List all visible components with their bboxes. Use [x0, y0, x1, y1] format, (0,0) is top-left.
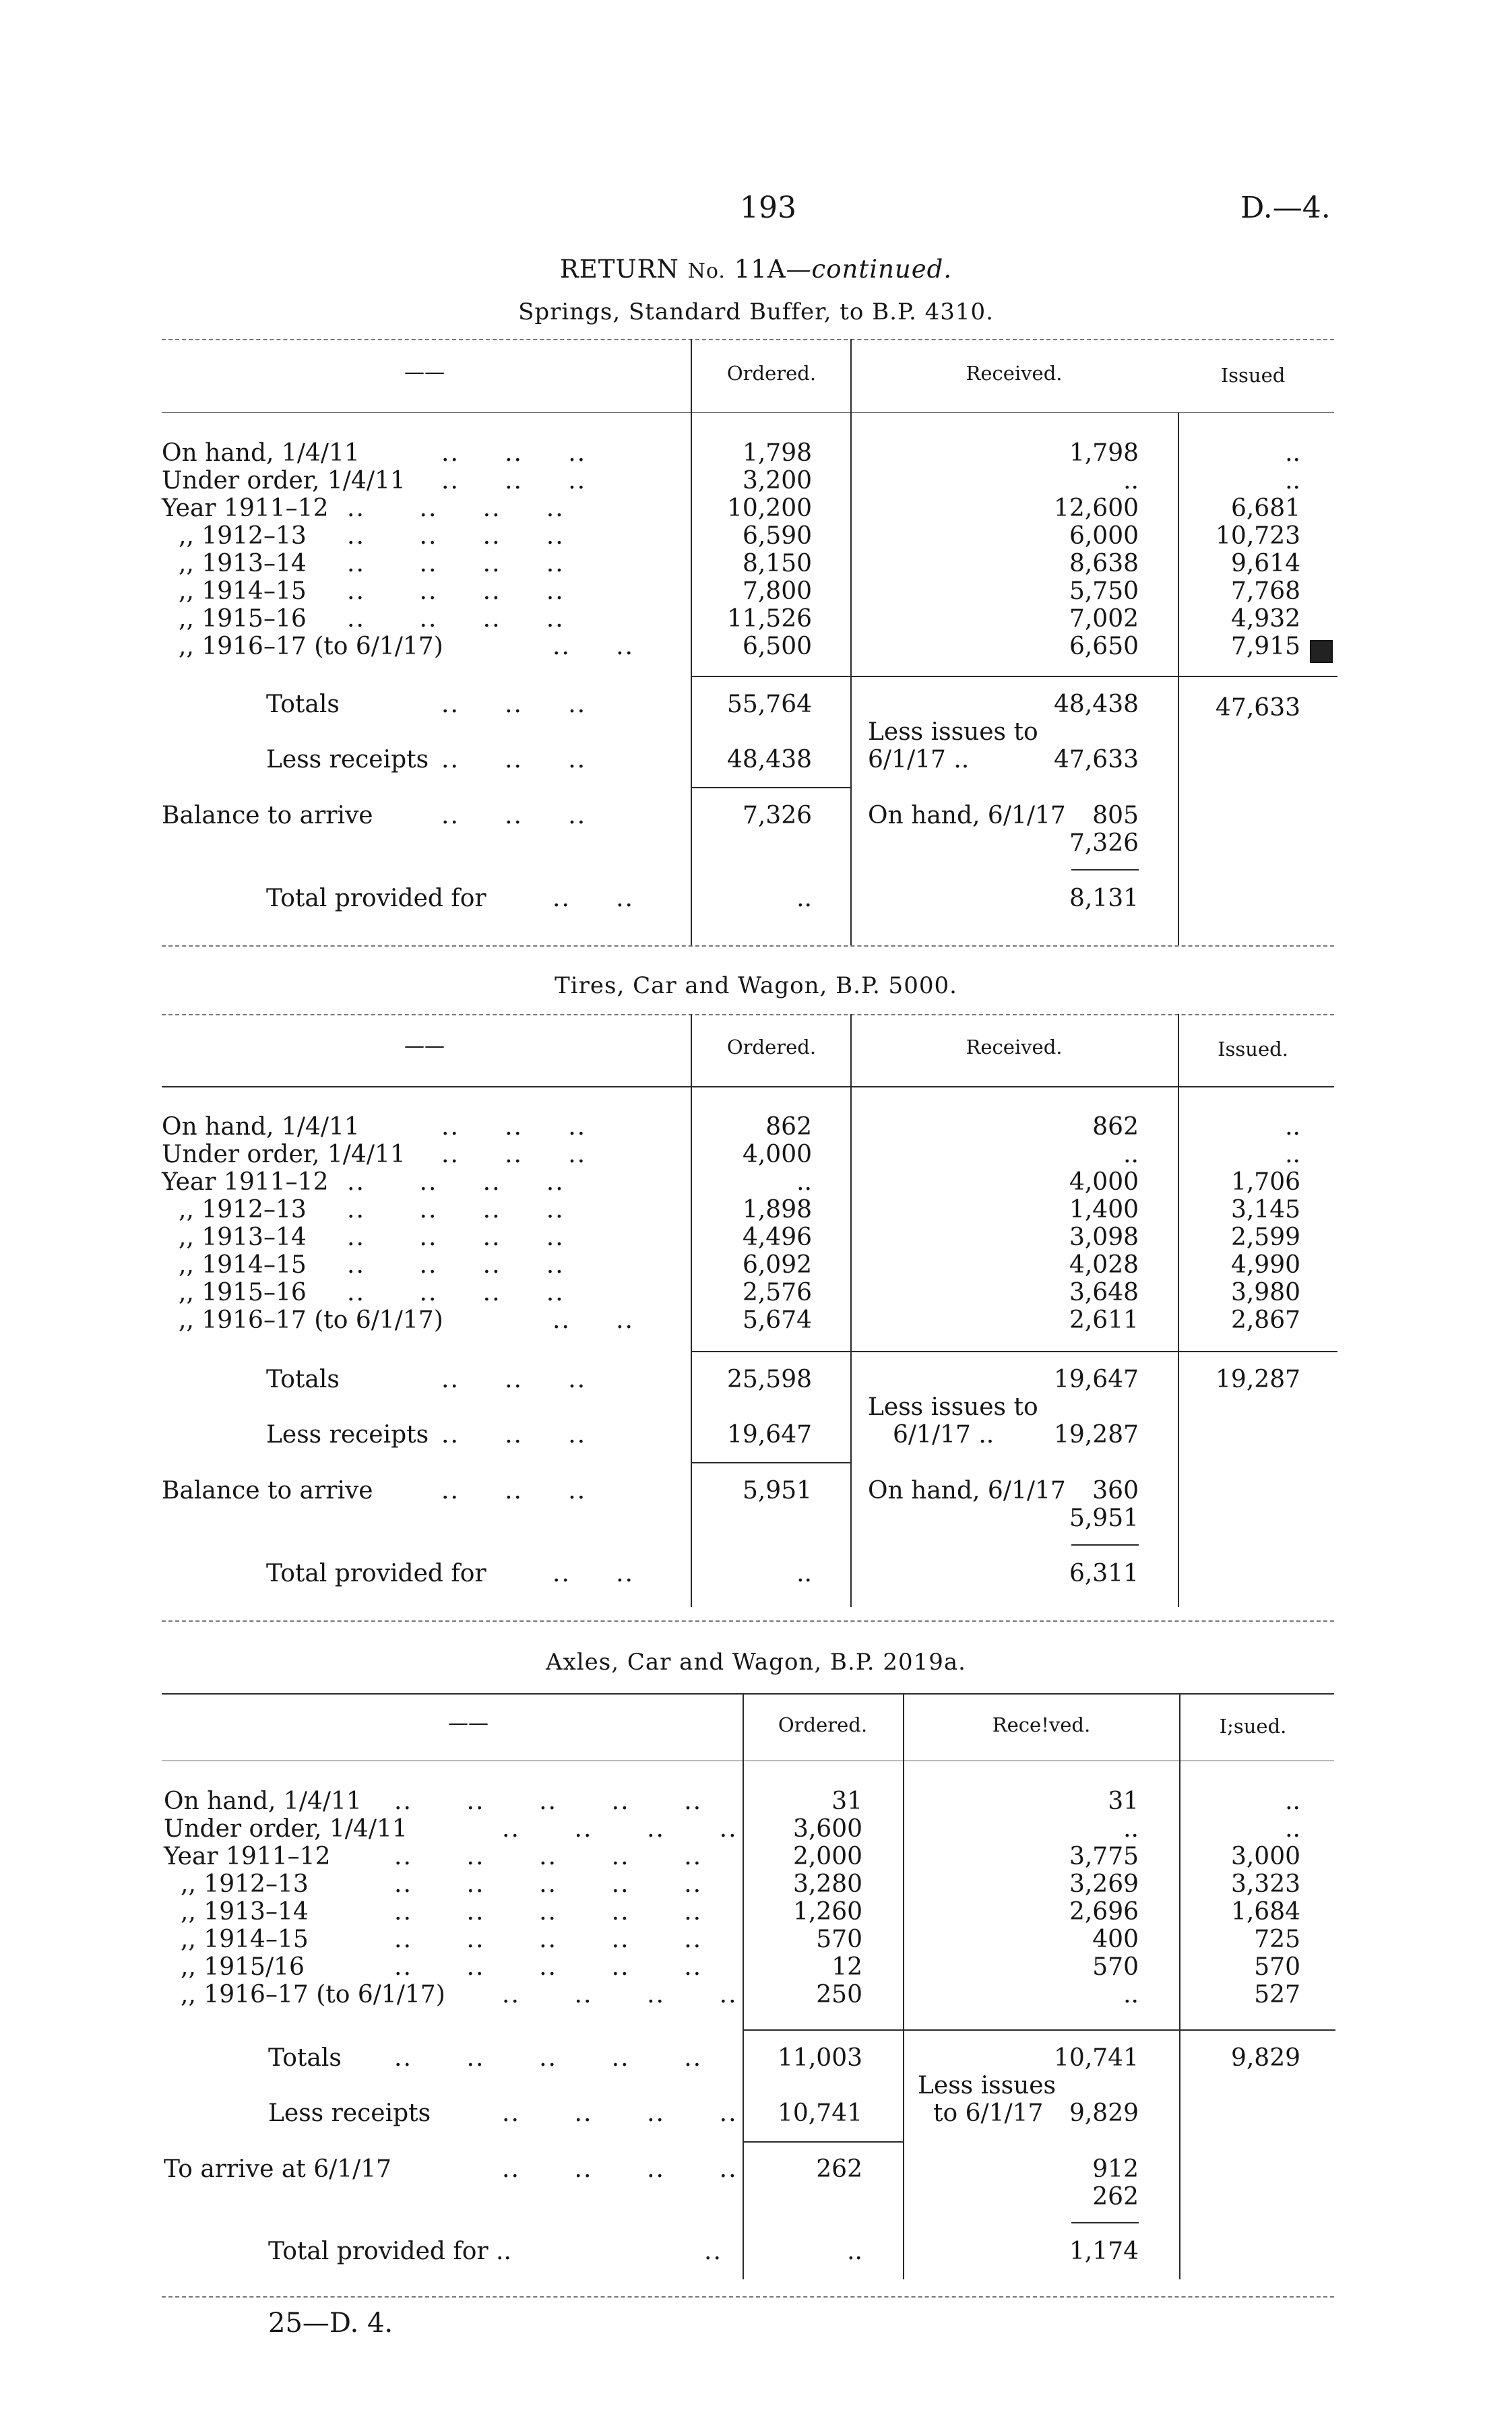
balance-label: Balance to arrive — [162, 1477, 373, 1505]
balance-received: 5,951 — [1069, 1505, 1139, 1532]
leader-dots: .. .. .. — [441, 1141, 587, 1168]
leader-dots: .. .. .. .. — [347, 577, 565, 605]
issued-cell: .. — [1285, 1113, 1300, 1141]
ordered-cell: 1,260 — [792, 1898, 862, 1926]
column-divider — [1178, 1014, 1179, 1607]
leader-dots: .. .. .. .. .. — [394, 1788, 703, 1815]
less-issues-text: Less issues to — [868, 718, 1038, 746]
row-label: ,, 1912–13 — [179, 522, 307, 550]
issued-header: Issued — [1220, 364, 1286, 387]
leader-dots: .. .. .. .. — [347, 1168, 565, 1196]
column-divider — [850, 339, 852, 945]
received-cell: 3,269 — [1069, 1870, 1139, 1898]
column-divider — [1178, 412, 1179, 945]
received-cell: 4,000 — [1069, 1168, 1139, 1196]
received-cell: .. — [1123, 1981, 1139, 2009]
balance-ordered: 5,951 — [742, 1477, 812, 1505]
received-cell: 8,638 — [1069, 550, 1139, 577]
blank-column-header: —— — [448, 1711, 489, 1735]
page-number: 193 — [740, 191, 796, 225]
footer-signature: 25—D. 4. — [268, 2308, 393, 2339]
on-hand-label: On hand, 6/1/17 — [868, 1477, 1066, 1505]
on-hand-value: 805 — [1092, 802, 1139, 829]
row-label: ,, 1912–13 — [179, 1196, 307, 1224]
less-receipts-label: Less receipts — [266, 746, 429, 773]
received-cell: 3,775 — [1069, 1843, 1139, 1870]
issued-cell: 3,980 — [1230, 1279, 1300, 1306]
leader-dots: .. .. .. .. — [502, 1815, 738, 1843]
ordered-cell: 862 — [765, 1113, 812, 1141]
totals-issued: 19,287 — [1216, 1366, 1300, 1393]
column-divider — [691, 1014, 692, 1607]
row-label: ,, 1915/16 — [181, 1953, 305, 1981]
leader-dots: .. .. .. .. .. — [394, 1843, 703, 1870]
leader-dots: .. .. — [553, 1560, 634, 1587]
totals-label: Totals — [266, 1366, 340, 1393]
less-issues-value: 9,829 — [1069, 2099, 1139, 2127]
issued-cell: 1,684 — [1230, 1898, 1300, 1926]
issued-header: I;sued. — [1219, 1715, 1287, 1738]
row-label: On hand, 1/4/11 — [162, 439, 360, 467]
issued-cell: 3,145 — [1230, 1196, 1300, 1224]
totals-rule — [691, 1351, 1337, 1352]
issued-cell: 4,990 — [1230, 1251, 1300, 1279]
title-no: No. — [687, 259, 726, 283]
on-hand-value: 360 — [1092, 1477, 1139, 1505]
title-num: 11A — [734, 255, 786, 284]
ordered-cell: 10,200 — [727, 495, 812, 522]
total-provided-label: Total provided for — [266, 885, 486, 912]
totals-label: Totals — [268, 2044, 342, 2072]
leader-dots: .. .. .. — [441, 1113, 587, 1141]
table-rule — [162, 412, 1334, 413]
issued-cell: 6,681 — [1230, 495, 1300, 522]
received-cell: 3,098 — [1069, 1224, 1139, 1251]
issued-cell: .. — [1285, 1815, 1300, 1843]
ordered-cell: 5,674 — [742, 1306, 812, 1334]
ordered-cell: 2,000 — [792, 1843, 862, 1870]
leader-dots: .. .. .. .. — [347, 522, 565, 550]
leader-dots: .. .. — [553, 633, 634, 660]
leader-dots: .. .. .. .. .. — [394, 1953, 703, 1981]
title-continued: —continued. — [786, 255, 953, 284]
leader-dots: .. .. .. .. — [347, 605, 565, 633]
ordered-cell: 7,800 — [742, 577, 812, 605]
less-receipts-label: Less receipts — [268, 2099, 431, 2127]
row-label: Year 1911–12 — [162, 495, 329, 522]
ordered-header: Ordered. — [726, 362, 817, 385]
row-label: ,, 1916–17 (to 6/1/17) — [181, 1981, 445, 2009]
sum-rule — [1071, 2222, 1139, 2223]
ordered-cell: 31 — [831, 1788, 862, 1815]
balance-ordered: 7,326 — [742, 802, 812, 829]
leader-dots: .. .. .. — [441, 691, 587, 718]
row-label: ,, 1912–13 — [181, 1870, 309, 1898]
issued-cell: .. — [1285, 1788, 1300, 1815]
leader-dots: .. .. .. .. — [502, 2099, 738, 2127]
received-cell: 400 — [1092, 1926, 1139, 1953]
table-bottom-rule — [162, 945, 1334, 947]
ordered-cell: 250 — [816, 1981, 862, 2009]
balance-rule — [691, 787, 850, 788]
row-label: On hand, 1/4/11 — [162, 1113, 360, 1141]
row-label: On hand, 1/4/11 — [164, 1788, 362, 1815]
leader-dots: .. .. .. — [441, 467, 587, 495]
less-receipts-ordered: 48,438 — [727, 746, 812, 773]
issued-cell: 570 — [1254, 1953, 1300, 1981]
ordered-cell: 1,798 — [742, 439, 812, 467]
row-label: ,, 1914–15 — [181, 1926, 309, 1953]
received-cell: 31 — [1108, 1788, 1139, 1815]
received-cell: 2,696 — [1069, 1898, 1139, 1926]
less-issues-text: Less issues to — [868, 1393, 1038, 1421]
totals-rule — [743, 2029, 1335, 2031]
totals-received: 19,647 — [1054, 1366, 1139, 1393]
leader-dots: .. .. .. .. .. — [394, 1870, 703, 1898]
issued-cell: 2,599 — [1230, 1224, 1300, 1251]
totals-ordered: 55,764 — [727, 691, 812, 718]
received-cell: .. — [1123, 1141, 1139, 1168]
row-label: Year 1911–12 — [162, 1168, 329, 1196]
row-label: ,, 1915–16 — [179, 1279, 307, 1306]
row-label: Under order, 1/4/11 — [162, 467, 406, 495]
total-provided-received: 1,174 — [1069, 2238, 1139, 2265]
ordered-cell: 1,898 — [742, 1196, 812, 1224]
received-cell: 2,611 — [1069, 1306, 1139, 1334]
ordered-cell: 6,590 — [742, 522, 812, 550]
row-label: ,, 1916–17 (to 6/1/17) — [179, 633, 443, 660]
leader-dots: .. .. .. — [441, 1366, 587, 1393]
column-divider — [903, 1693, 904, 2279]
ordered-cell: 4,000 — [742, 1141, 812, 1168]
received-cell: 862 — [1092, 1113, 1139, 1141]
issued-cell: 3,323 — [1230, 1870, 1300, 1898]
leader-dots: .. .. .. .. .. — [394, 1926, 703, 1953]
less-issues-date: to 6/1/17 — [933, 2099, 1044, 2127]
leader-dots: .. .. .. — [441, 1421, 587, 1449]
row-label: ,, 1914–15 — [179, 1251, 307, 1279]
table-rule — [162, 1014, 1334, 1015]
less-issues-text: Less issues — [918, 2072, 1057, 2099]
main-title — [0, 255, 1512, 284]
issued-cell: .. — [1285, 467, 1300, 495]
balance-rule — [743, 2141, 903, 2143]
less-receipts-label: Less receipts — [266, 1421, 429, 1449]
received-cell: 3,648 — [1069, 1279, 1139, 1306]
blank-column-header: —— — [404, 360, 445, 384]
leader-dots: .. .. .. — [441, 802, 587, 829]
leader-dots: .. .. — [553, 1306, 634, 1334]
total-provided-label: Total provided for .. — [268, 2238, 511, 2265]
on-hand-label: On hand, 6/1/17 — [868, 802, 1066, 829]
section-title-springs: Springs, Standard Buffer, to B.P. 4310. — [518, 298, 994, 325]
received-cell: .. — [1123, 1815, 1139, 1843]
received-cell: 1,798 — [1069, 439, 1139, 467]
leader-dots: .. .. .. .. — [347, 550, 565, 577]
issued-cell: 9,614 — [1230, 550, 1300, 577]
row-label: ,, 1916–17 (to 6/1/17) — [179, 1306, 443, 1334]
issued-header: Issued. — [1218, 1038, 1288, 1061]
leader-dots: .. .. — [553, 885, 634, 912]
issued-cell: 1,706 — [1230, 1168, 1300, 1196]
balance-label: To arrive at 6/1/17 — [164, 2155, 392, 2183]
received-cell: 6,000 — [1069, 522, 1139, 550]
totals-received: 10,741 — [1054, 2044, 1139, 2072]
total-provided-label: Total provided for — [266, 1560, 486, 1587]
leader-dots: .. — [704, 2238, 722, 2265]
issued-cell: 3,000 — [1230, 1843, 1300, 1870]
received-cell: 4,028 — [1069, 1251, 1139, 1279]
sum-rule — [1071, 1544, 1139, 1546]
row-label: ,, 1913–14 — [179, 550, 307, 577]
issued-cell: 10,723 — [1216, 522, 1300, 550]
totals-label: Totals — [266, 691, 340, 718]
balance-rule — [691, 1462, 850, 1463]
balance-ordered: 262 — [816, 2155, 862, 2183]
issued-cell: .. — [1285, 439, 1300, 467]
row-label: ,, 1915–16 — [179, 605, 307, 633]
title-return: RETURN — [559, 255, 679, 284]
issued-cell: 4,932 — [1230, 605, 1300, 633]
received-header: Received. — [966, 1036, 1063, 1058]
leader-dots: .. .. .. .. — [347, 495, 565, 522]
table-bottom-rule — [162, 1620, 1334, 1622]
ordered-cell: 570 — [816, 1926, 862, 1953]
row-label: Year 1911–12 — [164, 1843, 331, 1870]
row-label: Under order, 1/4/11 — [164, 1815, 408, 1843]
ordered-cell: 3,200 — [742, 467, 812, 495]
totals-ordered: 25,598 — [727, 1366, 812, 1393]
less-issues-value: 19,287 — [1054, 1421, 1139, 1449]
column-divider — [691, 339, 692, 945]
less-issues-date: 6/1/17 .. — [893, 1421, 995, 1449]
total-provided-received: 8,131 — [1069, 885, 1139, 912]
leader-dots: .. .. .. — [441, 439, 587, 467]
ordered-cell: 6,500 — [742, 633, 812, 660]
ordered-cell: 8,150 — [742, 550, 812, 577]
leader-dots: .. .. .. — [441, 746, 587, 773]
less-receipts-ordered: 19,647 — [727, 1421, 812, 1449]
balance-received: 7,326 — [1069, 829, 1139, 857]
less-issues-date: 6/1/17 .. — [868, 746, 970, 773]
ordered-cell: 3,600 — [792, 1815, 862, 1843]
leader-dots: .. .. .. .. .. — [394, 2044, 703, 2072]
received-cell: .. — [1123, 467, 1139, 495]
ordered-header: Ordered. — [778, 1713, 868, 1736]
column-divider — [1179, 1693, 1180, 2279]
received-cell: 12,600 — [1054, 495, 1139, 522]
totals-rule — [691, 676, 1337, 677]
section-title-tires: Tires, Car and Wagon, B.P. 5000. — [555, 972, 957, 999]
ordered-cell: 4,496 — [742, 1224, 812, 1251]
issued-cell: 7,915 — [1230, 633, 1300, 660]
stamp-mark-icon — [1310, 640, 1333, 663]
sum-rule — [1071, 869, 1139, 871]
issued-cell: 725 — [1254, 1926, 1300, 1953]
ordered-cell: 3,280 — [792, 1870, 862, 1898]
ordered-cell: 6,092 — [742, 1251, 812, 1279]
less-issues-value: 47,633 — [1054, 746, 1139, 773]
received-cell: 5,750 — [1069, 577, 1139, 605]
totals-issued: 47,633 — [1216, 694, 1300, 722]
ordered-header: Ordered. — [726, 1036, 817, 1058]
row-label: ,, 1914–15 — [179, 577, 307, 605]
received-cell: 6,650 — [1069, 633, 1139, 660]
issued-cell: 527 — [1254, 1981, 1300, 2009]
section-code: D.—4. — [1240, 191, 1331, 225]
table-rule — [162, 1086, 1334, 1087]
leader-dots: .. .. .. .. — [347, 1224, 565, 1251]
column-divider — [850, 1014, 852, 1607]
ordered-cell: 12 — [831, 1953, 862, 1981]
totals-issued: 9,829 — [1230, 2044, 1300, 2072]
received-cell: 1,400 — [1069, 1196, 1139, 1224]
table-rule — [162, 1693, 1334, 1695]
leader-dots: .. .. .. .. — [347, 1251, 565, 1279]
ordered-cell: 11,526 — [727, 605, 812, 633]
table-rule — [162, 339, 1334, 340]
total-provided-received: 6,311 — [1069, 1560, 1139, 1587]
column-divider — [743, 1693, 744, 2279]
less-receipts-ordered: 10,741 — [778, 2099, 862, 2127]
balance-received: 262 — [1092, 2183, 1139, 2211]
ordered-cell: 2,576 — [742, 1279, 812, 1306]
leader-dots: .. .. .. .. — [502, 2155, 738, 2183]
totals-received: 48,438 — [1054, 691, 1139, 718]
row-label: Under order, 1/4/11 — [162, 1141, 406, 1168]
received-cell: 570 — [1092, 1953, 1139, 1981]
leader-dots: .. .. .. .. .. — [394, 1898, 703, 1926]
on-hand-value: 912 — [1092, 2155, 1139, 2183]
received-header: Received. — [966, 362, 1063, 385]
leader-dots: .. .. .. — [441, 1477, 587, 1505]
issued-cell: .. — [1285, 1141, 1300, 1168]
row-label: ,, 1913–14 — [181, 1898, 309, 1926]
section-title-axles: Axles, Car and Wagon, B.P. 2019a. — [546, 1649, 966, 1676]
total-provided-ordered: .. — [847, 2238, 862, 2265]
leader-dots: .. .. .. .. — [347, 1279, 565, 1306]
received-header: Rece!ved. — [992, 1713, 1091, 1736]
balance-label: Balance to arrive — [162, 802, 373, 829]
total-provided-ordered: .. — [796, 885, 812, 912]
issued-cell: 7,768 — [1230, 577, 1300, 605]
total-provided-ordered: .. — [796, 1560, 812, 1587]
totals-ordered: 11,003 — [778, 2044, 862, 2072]
blank-column-header: —— — [404, 1034, 445, 1058]
table-bottom-rule — [162, 2296, 1334, 2298]
received-cell: 7,002 — [1069, 605, 1139, 633]
issued-cell: 2,867 — [1230, 1306, 1300, 1334]
leader-dots: .. .. .. .. — [502, 1981, 738, 2009]
leader-dots: .. .. .. .. — [347, 1196, 565, 1224]
row-label: ,, 1913–14 — [179, 1224, 307, 1251]
ordered-cell: .. — [796, 1168, 812, 1196]
